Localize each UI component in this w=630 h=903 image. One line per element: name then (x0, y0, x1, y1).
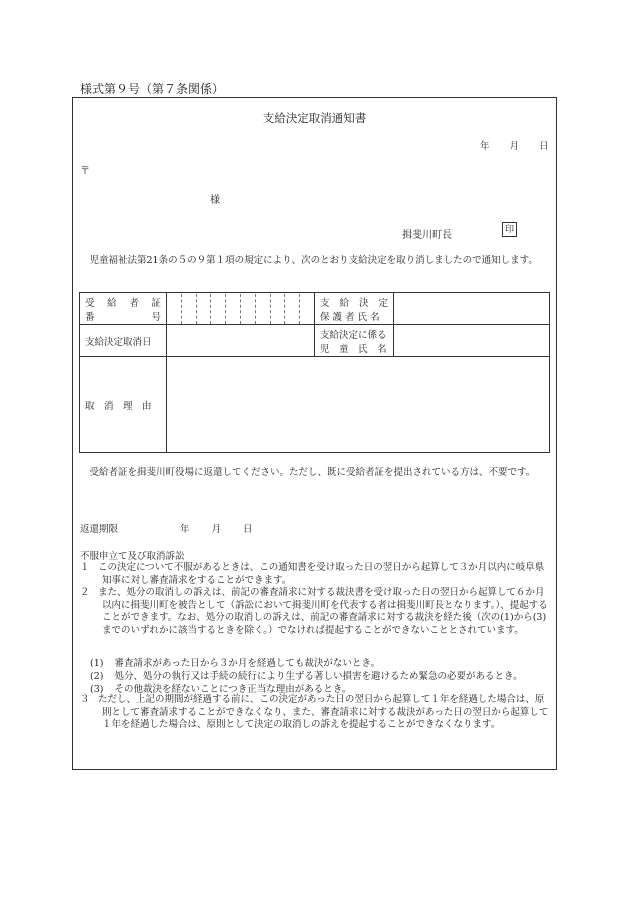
guardian-name-label-cell (315, 293, 394, 325)
appeal-item-1-text: この決定について不服があるときは、この通知書を受け取った日の翌日から起算して３か月以内に岐阜県知事に対し審査請求をすることができます。 (98, 562, 545, 586)
guardian-label-bottom: 保 護 者 氏 名 (320, 311, 380, 323)
child-name-field[interactable] (394, 325, 550, 357)
cancel-date-label: 支給決定取消日 (80, 325, 167, 357)
postal-mark: 〒 (80, 166, 90, 177)
appeal-sub-2: (2) 処分、処分の執行又は手続の続行により生ずる著しい損害を避けるため緊急の必要があるとき。 (90, 671, 523, 682)
date-day: 日 (539, 141, 549, 152)
appeal-heading: 不服申立て及び取消訴訟 (80, 551, 185, 562)
cert-number-digit-boxes (167, 294, 314, 324)
child-name-label-cell (315, 325, 394, 357)
form-number-label: 様式第９号（第７条関係） (80, 82, 225, 96)
appeal-item-1: １ この決定について不服があるときは、この通知書を受け取った日の翌日から起算して３か月以内に岐阜県知事に対し審査請求をすることができます。 (80, 562, 550, 587)
cancel-date-field[interactable] (167, 325, 315, 357)
issuer-name: 揖斐川町長 (402, 230, 452, 241)
return-notice-paragraph: 受給者証を揖斐川町役場に返還してください。ただし、既に受給者証を提出されている方は、不要です。 (89, 467, 536, 478)
cert-label-top: 受 給 者 証 (85, 297, 161, 309)
date-year: 年 (480, 141, 490, 152)
deadline-label: 返還期限 (80, 524, 119, 535)
deadline-month: 月 (211, 524, 222, 535)
appeal-item-2: ２ また、処分の取消しの訴えは、前記の審査請求に対する裁決書を受け取った日の翌日から起算して６か月以内に揖斐川町を被告として（訴訟において揖斐川町を代表する者は揖斐川町長となります。）、提起することができます。なお、処分の取消しの訴えは、前記の審査請求に対する裁決を経た後（次の(1)から(3)までのいずれかに該当するときを除く。）でなければ提起することができないこととされています。 (80, 587, 550, 637)
guardian-name-field[interactable] (394, 293, 550, 325)
recipient-honorific: 様 (210, 195, 220, 206)
return-deadline (80, 521, 253, 535)
appeal-sub-3: (3) その他裁決を経ないことにつき正当な理由があるとき。 (90, 684, 352, 695)
deadline-year: 年 (180, 524, 190, 535)
issue-date (480, 138, 549, 152)
child-label-bottom: 児 童 氏 名 (320, 343, 387, 355)
intro-paragraph: 児童福祉法第21条の５の９第１項の規定により、次のとおり支給決定を取り消しましたので通知します。 (89, 255, 538, 266)
seal-stamp: 印 (502, 222, 517, 237)
cert-label-bottom: 番 号 (85, 311, 161, 323)
cert-number-field[interactable] (167, 293, 315, 325)
date-month: 月 (509, 141, 520, 152)
appeal-item-2-text: また、処分の取消しの訴えは、前記の審査請求に対する裁決書を受け取った日の翌日から起算して６か月以内に揖斐川町を被告として（訴訟において揖斐川町を代表する者は揖斐川町長となります。）、提起することができます。なお、処分の取消しの訴えは、前記の審査請求に対する裁決を経た後（次の(1)から(3)までのいずれかに該当するときを除く。）でなければ提起することができないこととされています。 (98, 587, 548, 636)
guardian-label-top: 支 給 決 定 (320, 297, 388, 309)
cancel-reason-field[interactable] (167, 357, 550, 453)
deadline-day: 日 (243, 524, 253, 535)
child-label-top: 支給決定に係る (320, 329, 387, 341)
cancel-reason-label: 取 消 理 由 (80, 357, 167, 453)
appeal-item-3-text: ただし、上記の期間が経過する前に、この決定があった日の翌日から起算して１年を経過した場合は、原則として審査請求することができなくなり、また、審査請求に対する裁決があった日の翌日から起算して１年を経過した場合は、原則として決定の取消しの訴えを提起することができなくなります。 (98, 694, 549, 730)
deadline-date (180, 521, 253, 535)
appeal-item-3: ３ ただし、上記の期間が経過する前に、この決定があった日の翌日から起算して１年を経過した場合は、原則として審査請求することができなくなり、また、審査請求に対する裁決があった日の翌日から起算して１年を経過した場合は、原則として決定の取消しの訴えを提起することができなくなります。 (80, 694, 549, 730)
cert-number-label-cell (80, 293, 167, 325)
document-title: 支給決定取消通知書 (262, 111, 367, 125)
decision-table (79, 292, 550, 453)
appeal-sub-1: (1) 審査請求があった日から３か月を経過しても裁決がないとき。 (90, 658, 381, 669)
